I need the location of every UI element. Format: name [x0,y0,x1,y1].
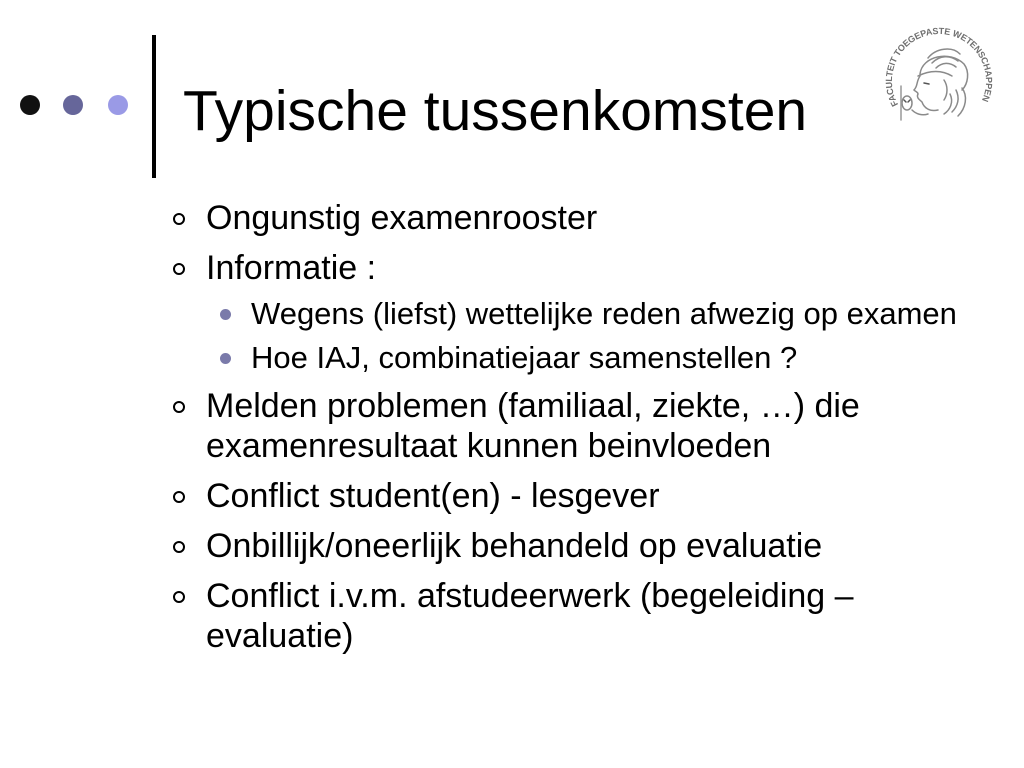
bullet-text: Onbillijk/oneerlijk behandeld op evaluatie [206,527,823,565]
bullet-item [206,248,957,376]
sub-bullet-text: Hoe IAJ, combinatiejaar samenstellen ? [251,340,798,375]
bullet-text: Informatie : [206,249,377,287]
slide-title: Typische tussenkomsten [183,79,808,143]
sub-bullet-list [251,296,957,376]
faculty-seal-icon [880,24,1000,139]
ring-bullet-icon [173,541,185,553]
ring-bullet-icon [173,491,185,503]
bullet-item [206,476,930,516]
seal-lettering: FACULTEIT TOEGEPASTE WETENSCHAPPEN [883,25,995,109]
bullet-item [206,576,930,656]
ring-bullet-icon [173,263,185,275]
bullet-item [206,386,930,466]
sub-bullet-item [251,340,930,376]
dot-bullet-icon [220,309,231,320]
title-divider [152,35,156,178]
ring-bullet-icon [173,213,185,225]
bullet-list-container [206,198,957,656]
ring-bullet-icon [173,591,185,603]
sub-bullet-text: Wegens (liefst) wettelijke reden afwezig op examen [251,296,957,331]
bullet-item [206,526,930,566]
decor-dot-slate [63,95,83,115]
bullet-list [206,198,957,656]
bullet-text: Melden problemen (familiaal, ziekte, …) die examenresultaat kunnen beinvloeden [206,387,860,465]
bullet-text: Conflict student(en) - lesgever [206,477,660,515]
bullet-text: Ongunstig examenrooster [206,199,598,237]
ring-bullet-icon [173,401,185,413]
bullet-text: Conflict i.v.m. afstudeerwerk (begeleiding – evaluatie) [206,577,854,655]
decor-dot-black [20,95,40,115]
minerva-head-drawing [901,49,968,120]
sub-bullet-item [251,296,957,332]
dot-bullet-icon [220,353,231,364]
bullet-item [206,198,930,238]
decor-dot-periwinkle [108,95,128,115]
